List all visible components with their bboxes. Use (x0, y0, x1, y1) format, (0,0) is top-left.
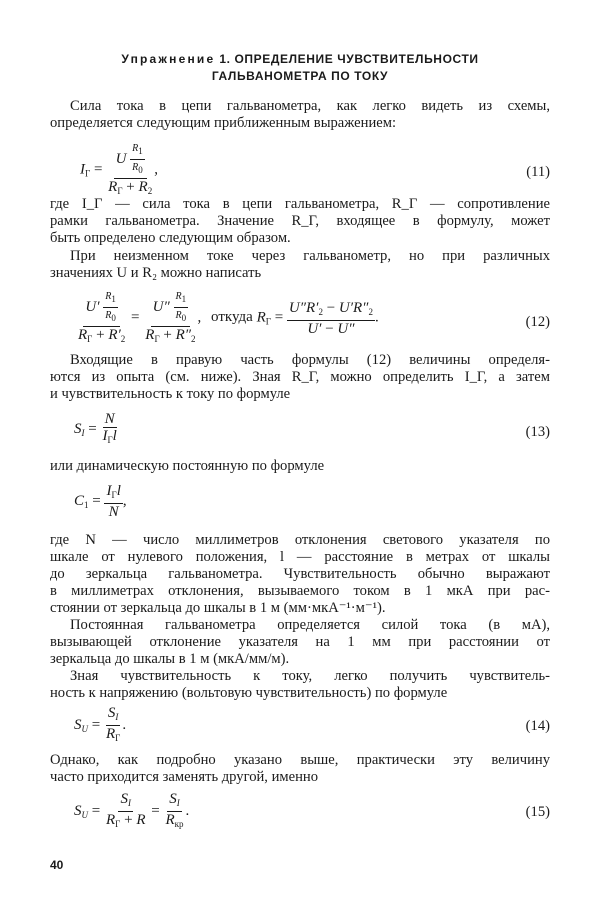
p7-line-1: Постоянная гальванометра определяется силой тока (в мА), (70, 617, 550, 633)
p2-line-2: рамки гальванометра. Значение R_Г, входящее в формулу, может (50, 213, 550, 229)
eq12-word: откуда (211, 309, 253, 326)
p2-line-1: где I_Г — сила тока в цепи гальванометра, R_Г — сопротивление (50, 196, 550, 212)
p6-line-2: шкале от нулевого положения, l — расстояние в метрах от шкалы (50, 549, 550, 565)
p4-line-3: и чувствительность к току по формуле (50, 386, 291, 402)
p6-line-1: где N — число миллиметров отклонения светового указателя по (50, 532, 550, 548)
eq13-number: (13) (525, 424, 550, 440)
section-title-line1 (0, 52, 600, 66)
paragraph-1 (50, 98, 550, 132)
eq-c1-formula: $C_1$ = $\frac{I_Гl}{N}$ , (74, 483, 127, 520)
equation-14 (0, 704, 600, 748)
equation-11 (0, 136, 600, 196)
p2-line-3: быть определено следующим образом. (50, 230, 291, 246)
eq11-number: (11) (526, 164, 550, 180)
paragraph-5 (50, 458, 550, 475)
paragraph-7 (50, 617, 550, 668)
paragraph-3 (50, 248, 550, 282)
eq14-number: (14) (525, 718, 550, 734)
paragraph-2 (50, 196, 550, 247)
paragraph-6 (50, 532, 550, 617)
p3-line-1: При неизменном токе через гальванометр, но при различных (70, 248, 550, 264)
p9-line-1: Однако, как подробно указано выше, практически эту величину (50, 752, 550, 768)
section-label: Упражнение (121, 52, 216, 66)
equation-15 (0, 790, 600, 834)
eq13-formula: $S_I$ = $\frac{N}{I_Гl}$ (74, 411, 117, 445)
p7-line-3: зеркальца до шкалы в 1 м (мкА/мм/м). (50, 651, 290, 667)
p6-line-3: до зеркальца гальванометра. Чувствительность обычно выражают (50, 566, 550, 582)
eq15-number: (15) (525, 804, 550, 820)
section-title-2: ГАЛЬВАНОМЕТРА ПО ТОКУ (211, 69, 389, 83)
p4-line-2: ются из опыта (см. ниже). Зная R_Г, можно определить I_Г, а затем (50, 369, 550, 385)
section-title-1: 1. ОПРЕДЕЛЕНИЕ ЧУВСТВИТЕЛЬНОСТИ (219, 52, 479, 66)
p7-line-2: вызывающей отклонение указателя на 1 мм при расстоянии от (50, 634, 550, 650)
eq14-formula: $S_U$ = $\frac{S_I}{R_Г}$ . (74, 705, 127, 743)
p8-line-1: Зная чувствительность к току, легко получить чувствитель- (70, 668, 550, 684)
p6-line-5: стоянии от зеркальца до шкалы в 1 м (мм·мкА⁻¹·м⁻¹). (50, 600, 386, 616)
eq15-formula: $S_U$ = $\frac{S_I}{R_Г + R}$ = $\frac{S_I}{R_{кр}}$ . (74, 791, 190, 829)
p5-line-1: или динамическую постоянную по формуле (50, 458, 325, 474)
p4-line-1: Входящие в правую часть формулы (12) величины определя- (70, 352, 550, 368)
p3-line-2: значениях U и R₂ можно написать (50, 265, 262, 281)
eq12-number: (12) (525, 314, 550, 330)
equation-13 (0, 410, 600, 450)
p1-line-1: Сила тока в цепи гальванометра, как легко видеть из схемы, (70, 98, 550, 114)
eq11-formula: $I_Г$ = U $\frac{R_1}{R_0}$ $R_Г + R_2$ , (80, 143, 158, 196)
p6-line-4: в миллиметрах отклонения, вызываемого током в 1 мкА при рас- (50, 583, 550, 599)
equation-c1 (0, 482, 600, 528)
paragraph-4 (50, 352, 550, 403)
eq12-formula: U′ $\frac{R_1}{R_0}$ $R_Г + R'_2$ = U″ $\frac{R_1}{R_0}$ $R_Г + R''_2$ , откуда $R_Г$ = $\frac{U''R'_2 - U'R''_2}{U' - U''}$ . (78, 291, 379, 344)
paragraph-9 (50, 752, 550, 786)
equation-12 (0, 286, 600, 350)
p1-line-2: определяется следующим приближенным выражением: (50, 115, 397, 131)
p9-line-2: часто приходится заменять другой, именно (50, 769, 319, 785)
p8-line-2: ность к напряжению (вольтовую чувствительность) по формуле (50, 685, 448, 701)
page-number: 40 (50, 858, 64, 872)
paragraph-8 (50, 668, 550, 702)
